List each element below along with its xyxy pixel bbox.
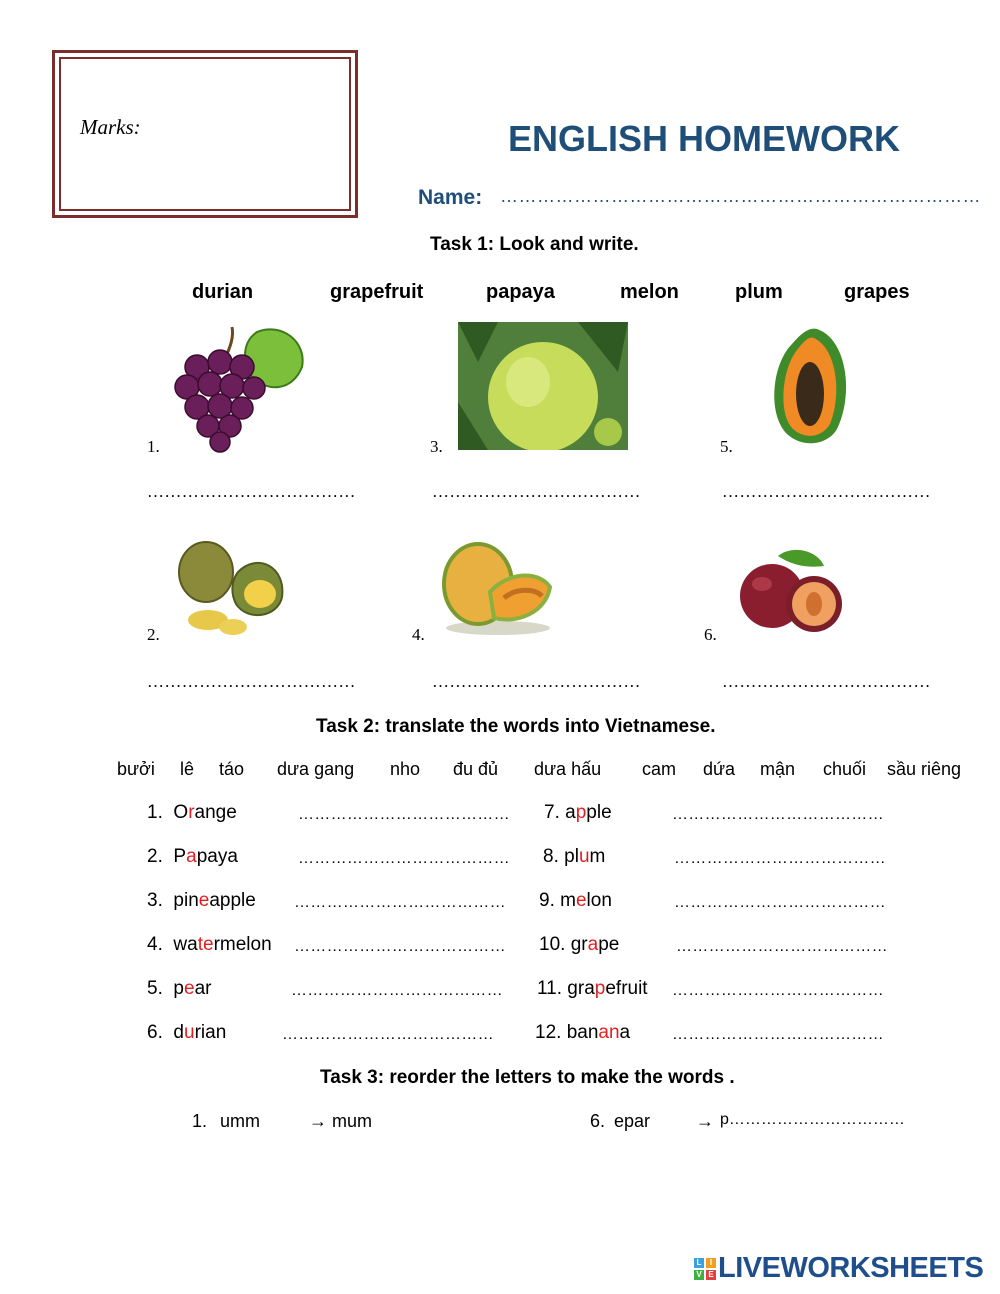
reorder-number: 1. (192, 1111, 208, 1131)
translate-item: 7. apple (544, 802, 612, 823)
vietnamese-word: bưởi (117, 759, 155, 779)
vietnamese-word: dưa hấu (534, 759, 602, 779)
reorder-answer: mum (332, 1111, 372, 1131)
answer-blank[interactable]: ……………………………… (722, 482, 931, 501)
item-number: 6. (704, 625, 717, 644)
vietnamese-word: mận (760, 759, 796, 779)
melon-icon (438, 532, 556, 636)
item-number: 1. (147, 437, 160, 456)
scrambled-word: umm (220, 1111, 260, 1131)
item-number: 2. (147, 625, 160, 644)
durian-icon (178, 532, 290, 638)
translate-blank[interactable]: ………………………………… (674, 894, 886, 911)
translate-item: 6. durian (147, 1022, 227, 1043)
liveworksheets-logo-icon: L I V E (694, 1258, 716, 1280)
translate-item: 1. Orange (147, 802, 237, 823)
vietnamese-word: dứa (703, 759, 736, 779)
vietnamese-word: chuối (823, 759, 867, 779)
name-field[interactable]: …………………………………………………………………… (500, 186, 981, 206)
translate-blank[interactable]: ………………………………… (672, 982, 884, 999)
translate-item: 10. grape (539, 934, 620, 955)
translate-blank[interactable]: ………………………………… (298, 850, 510, 867)
reorder-answer-blank[interactable]: p…………………………… (720, 1111, 905, 1128)
word-bank-item: papaya (486, 281, 555, 303)
translate-blank[interactable]: ………………………………… (672, 1026, 884, 1043)
translate-item: 12. banana (535, 1022, 631, 1043)
translate-blank[interactable]: ………………………………… (298, 806, 510, 823)
answer-blank[interactable]: ……………………………… (432, 672, 641, 691)
plum-icon (738, 546, 844, 638)
translate-blank[interactable]: ………………………………… (676, 938, 888, 955)
item-number: 3. (430, 437, 443, 456)
arrow-icon: → (309, 1111, 327, 1131)
grapefruit-icon (458, 322, 628, 450)
translate-item: 4. watermelon (147, 934, 272, 955)
translate-blank[interactable]: ………………………………… (674, 850, 886, 867)
translate-blank[interactable]: ………………………………… (294, 894, 506, 911)
word-bank-item: grapes (844, 281, 910, 303)
vietnamese-word: cam (642, 759, 677, 779)
grapes-icon (172, 322, 312, 454)
word-bank-item: durian (192, 281, 254, 303)
page-title: ENGLISH HOMEWORK (508, 118, 900, 159)
arrow-icon: → (696, 1111, 714, 1131)
answer-blank[interactable]: ……………………………… (432, 482, 641, 501)
answer-blank[interactable]: ……………………………… (722, 672, 931, 691)
translate-item: 5. pear (147, 978, 212, 999)
translate-item: 2. Papaya (147, 846, 238, 867)
liveworksheets-logo: LIVEWORKSHEETS (718, 1252, 984, 1284)
answer-blank[interactable]: ……………………………… (147, 482, 356, 501)
papaya-icon (762, 324, 856, 448)
item-number: 4. (412, 625, 425, 644)
reorder-number: 6. (590, 1111, 606, 1131)
translate-blank[interactable]: ………………………………… (282, 1026, 494, 1043)
task2-heading: Task 2: translate the words into Vietnamese. (316, 716, 716, 737)
word-bank-item: melon (620, 281, 679, 303)
name-label: Name: (418, 186, 483, 209)
vietnamese-word: lê (180, 759, 195, 779)
item-number: 5. (720, 437, 733, 456)
vietnamese-word: dưa gang (277, 759, 355, 779)
translate-item: 3. pineapple (147, 890, 256, 911)
translate-blank[interactable]: ………………………………… (672, 806, 884, 823)
vietnamese-word: nho (390, 759, 421, 779)
task1-heading: Task 1: Look and write. (430, 234, 639, 255)
translate-item: 11. grapefruit (537, 978, 648, 999)
task3-heading: Task 3: reorder the letters to make the words . (320, 1067, 735, 1088)
vietnamese-word: sầu riêng (887, 759, 962, 779)
translate-blank[interactable]: ………………………………… (294, 938, 506, 955)
translate-item: 8. plum (543, 846, 606, 867)
answer-blank[interactable]: ……………………………… (147, 672, 356, 691)
vietnamese-word: đu đủ (453, 759, 499, 779)
translate-item: 9. melon (539, 890, 612, 911)
scrambled-word: epar (614, 1111, 651, 1131)
marks-label: Marks: (80, 115, 141, 139)
word-bank-item: grapefruit (330, 281, 424, 303)
translate-blank[interactable]: ………………………………… (291, 982, 503, 999)
word-bank-item: plum (735, 281, 783, 303)
vietnamese-word: táo (219, 759, 245, 779)
